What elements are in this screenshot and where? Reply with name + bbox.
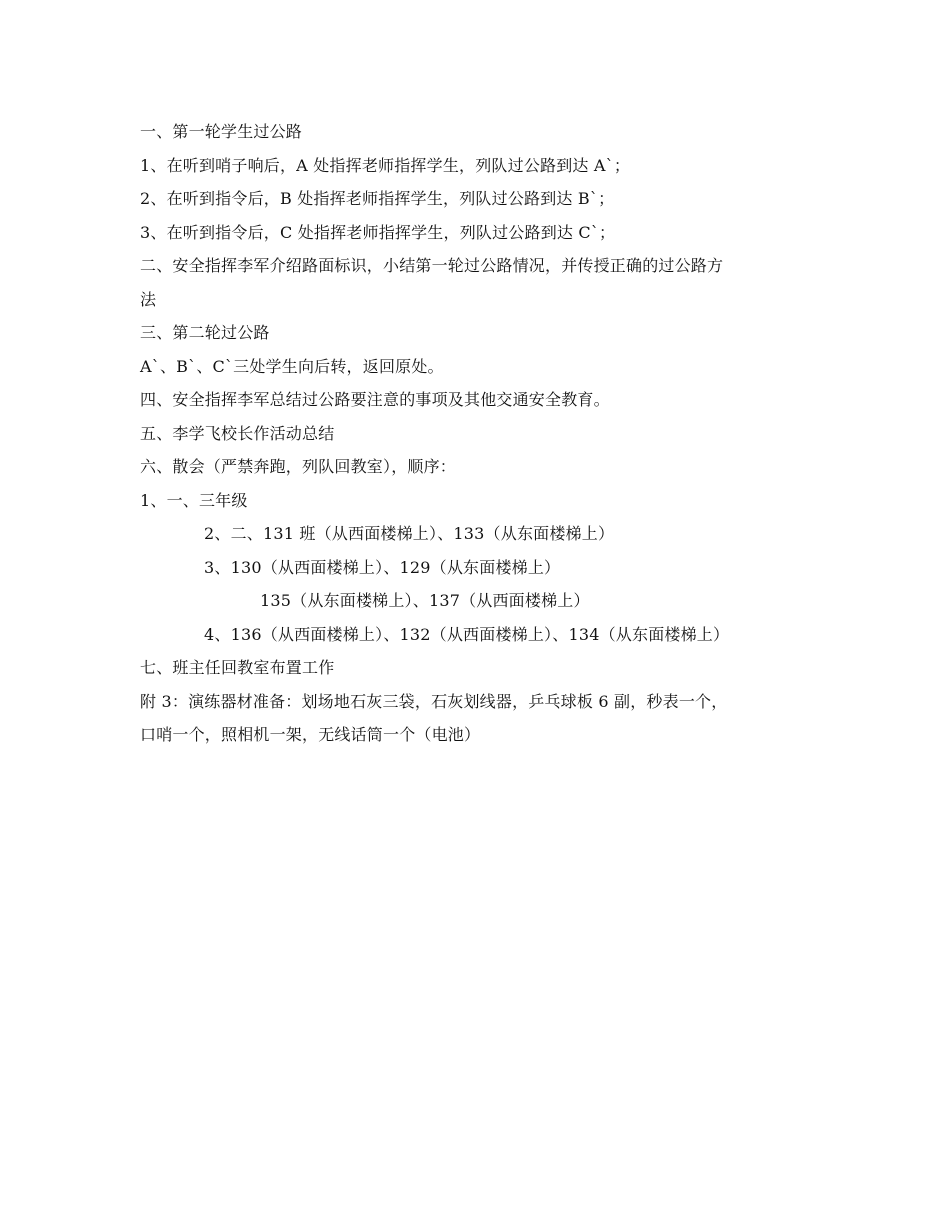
appendix-3-line-1: 附 3：演练器材准备：划场地石灰三袋，石灰划线器，乒乓球板 6 副，秒表一个， — [140, 691, 728, 711]
step-1-2: 2、在听到指令后，B 处指挥老师指挥学生，列队过公路到达 B`； — [140, 189, 615, 208]
document-body — [140, 115, 820, 752]
section-heading-6: 六、散会（严禁奔跑，列队回教室），顺序： — [140, 457, 457, 476]
dismissal-order-3-continuation: 135（从东面楼梯上）、137（从西面楼梯上） — [260, 591, 590, 610]
section-heading-3: 三、第二轮过公路 — [140, 323, 270, 342]
appendix-3-line-2: 口哨一个，照相机一架，无线话筒一个（电池） — [140, 725, 481, 744]
section-3-text: A`、B`、C`三处学生向后转，返回原处。 — [140, 356, 444, 376]
section-heading-2: 二、安全指挥李军介绍路面标识，小结第一轮过公路情况，并传授正确的过公路方 — [140, 256, 724, 275]
section-heading-4: 四、安全指挥李军总结过公路要注意的事项及其他交通安全教育。 — [140, 390, 610, 409]
section-heading-5: 五、李学飞校长作活动总结 — [140, 423, 335, 443]
dismissal-order-4: 4、136（从西面楼梯上）、132（从西面楼梯上）、134（从东面楼梯上） — [204, 624, 730, 644]
section-heading-2-continuation: 法 — [140, 289, 157, 309]
section-heading-1: 一、第一轮学生过公路 — [140, 122, 303, 141]
section-heading-7: 七、班主任回教室布置工作 — [140, 658, 335, 677]
dismissal-order-3: 3、130（从西面楼梯上）、129（从东面楼梯上） — [204, 557, 561, 577]
step-1-1: 1、在听到哨子响后，A 处指挥老师指挥学生，列队过公路到达 A`； — [140, 155, 631, 175]
dismissal-order-1: 1、一、三年级 — [140, 490, 248, 510]
dismissal-order-2: 2、二、131 班（从西面楼梯上）、133（从东面楼梯上） — [204, 524, 615, 543]
step-1-3: 3、在听到指令后，C 处指挥老师指挥学生，列队过公路到达 C`； — [140, 222, 616, 242]
